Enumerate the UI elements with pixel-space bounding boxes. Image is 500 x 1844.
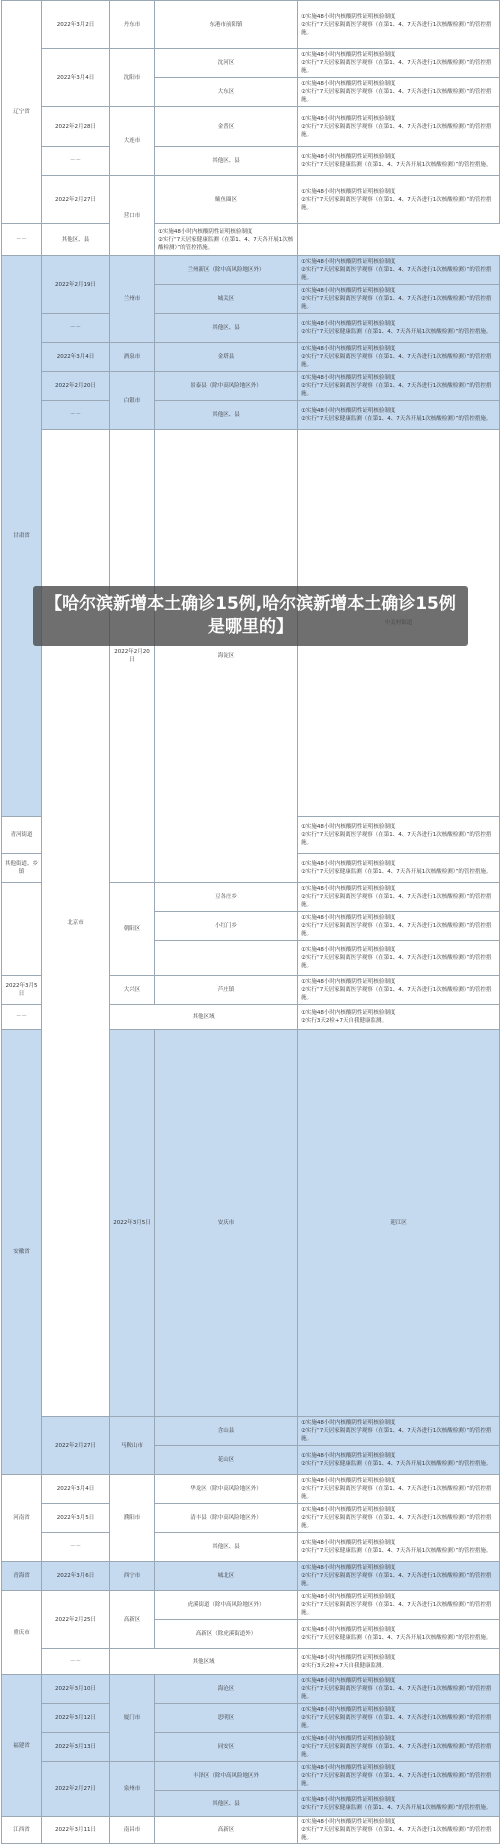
city-cell: 厦门市 (110, 1675, 155, 1762)
measure-line-2: ②实行“7天居家隔离医学观察（在第1、4、7天各进行1次核酸检测）”的管控措施。 (301, 987, 492, 1001)
measure-line-2: ②实行“7天居家隔离医学观察（在第1、4、7天各进行1次核酸检测）”的管控措施。 (301, 267, 492, 281)
measure-line-1: ①实施48小时内核酸阴性证明核验制度 (301, 1478, 396, 1484)
measure-cell (298, 912, 500, 941)
measure-cell (298, 256, 500, 285)
measure-line-2: ②实行“7天居家健康监测（在第1、4、7天各开展1次核酸检测）”的管控措施。 (301, 416, 492, 422)
measure-line-2: ②实行“7天居家健康监测（在第1、4、7天各开展1次核酸检测）”的管控措施。 (301, 329, 492, 335)
city-cell: 兰州市 (110, 256, 155, 343)
headline-text: 【哈尔滨新增本土确诊15例,哈尔滨新增本土确诊15例是哪里的】 (45, 594, 456, 637)
date-cell: 2022年3月13日 (42, 1733, 110, 1762)
table-row (2, 1504, 500, 1533)
area-cell: 大东区 (155, 78, 298, 107)
area-cell: 城北区 (155, 1562, 298, 1591)
measure-line-1: ①实施48小时内核酸阴性证明核验制度 (301, 1736, 396, 1742)
area-cell: 花山区 (155, 1446, 298, 1475)
province-cell: 安徽省 (2, 1030, 42, 1475)
city-cell: 高新区 (110, 1591, 155, 1649)
measure-line-1: ①实施48小时内核酸阴性证明核验制度 (301, 1765, 396, 1771)
measure-line-1: ①实施48小时内核酸阴性证明核验制度 (301, 886, 396, 892)
measure-line-1: ①实施48小时内核酸阴性证明核验制度 (301, 375, 396, 381)
measure-line-2: ②实行“7天居家隔离医学观察（在第1、4、7天各进行1次核酸检测）”的管控措施。 (301, 1515, 492, 1529)
measure-cell (298, 176, 500, 224)
measure-line-2: ②实行“7天居家健康监测（在第1、4、7天各开展1次核酸检测）”的管控措施。 (301, 1635, 492, 1641)
city-cell: 马鞍山市 (110, 1417, 155, 1475)
table-row (2, 107, 500, 147)
area-cell: 景泰县（除中高风险地区外） (155, 372, 298, 401)
measure-cell (298, 1562, 500, 1591)
date-cell: 2022年3月10日 (42, 1675, 110, 1704)
date-cell: －－ (42, 1649, 110, 1675)
measure-line-2: ②实行“7天居家隔离医学观察（在第1、4、7天各进行1次核酸检测）”的管控措施。 (301, 1715, 492, 1729)
province-cell: 北京市 (42, 430, 110, 1417)
measure-cell (298, 1704, 500, 1733)
area-cell: 其他区、县 (155, 147, 298, 176)
province-cell: 重庆市 (2, 1591, 42, 1675)
measure-line-1: ①实施48小时内核酸阴性证明核验制度 (301, 1420, 396, 1426)
table-row (2, 1704, 500, 1733)
measure-cell (298, 1791, 500, 1817)
date-cell: 2022年2月20日 (110, 430, 155, 883)
province-cell: 江西省 (2, 1817, 42, 1844)
city-cell: 沈阳市 (110, 49, 155, 107)
area-cell: 迎江区 (298, 1030, 500, 1417)
area-cell: 丰泽区（除中高风险地区外 (155, 1762, 298, 1791)
measure-cell (298, 976, 500, 1005)
measure-cell (298, 1762, 500, 1791)
measure-line-2: ②实行“7天居家隔离医学观察（在第1、4、7天各进行1次核酸检测）”的管控措施。 (301, 196, 492, 211)
measure-line-2: ②实行3天2检+7天自我健康监测。 (301, 1662, 388, 1669)
measure-line-1: ①实施48小时内核酸阴性证明核验制度 (301, 947, 396, 953)
city-cell: 营口市 (110, 176, 155, 256)
measure-cell (298, 1591, 500, 1620)
measure-line-1: ①实施48小时内核酸阴性证明核验制度 (301, 1594, 396, 1600)
measure-line-2: ②实行“7天居家隔离医学观察（在第1、4、7天各进行1次核酸检测）”的管控措施。 (301, 1744, 492, 1758)
date-cell: －－ (42, 147, 110, 176)
measure-cell (298, 941, 500, 976)
date-cell: －－ (2, 224, 42, 256)
table-row (2, 49, 500, 78)
date-cell: 2022年3月4日 (42, 343, 110, 372)
date-cell: －－ (42, 314, 110, 343)
city-cell: 大兴区 (110, 976, 155, 1005)
area-cell (155, 941, 298, 976)
measure-cell (298, 49, 500, 78)
table-row (2, 1649, 500, 1675)
measure-cell (298, 1620, 500, 1649)
measure-line-2: ②实行“7天居家隔离医学观察（在第1、4、7天各进行1次核酸检测）”的管控措施。 (301, 354, 492, 368)
area-cell: 高新区（除虎溪街道外） (155, 1620, 298, 1649)
area-cell: 其他区、县 (155, 401, 298, 430)
measure-line-1: ①实施48小时内核酸阴性证明核验制度 (301, 915, 396, 921)
measure-line-2: ②实行“7天居家隔离医学观察（在第1、4、7天各进行1次核酸检测）”的管控措施。 (301, 1573, 492, 1587)
measure-line-1: ①实施48小时内核酸阴性证明核验制度 (301, 1453, 396, 1459)
measure-cell (298, 1675, 500, 1704)
area-cell: 虎溪街道（除中高风险地区外） (155, 1591, 298, 1620)
measure-cell (298, 1649, 500, 1675)
measure-line-1: ①实施48小时内核酸阴性证明核验制度 (301, 259, 396, 265)
measure-line-2: ②实行“7天居家隔离医学观察（在第1、4、7天各进行1次核酸检测）”的管控措施。 (301, 1602, 492, 1616)
area-cell: 同安区 (155, 1733, 298, 1762)
measure-line-2: ②实行“7天居家隔离医学观察（在第1、4、7天各进行1次核酸检测）”的管控措施。 (301, 383, 492, 397)
measure-cell (298, 1504, 500, 1533)
table-row (2, 1417, 500, 1446)
table-row (2, 1591, 500, 1620)
city-cell: 酒泉市 (110, 343, 155, 372)
measure-line-1: ①实施48小时内核酸阴性证明核验制度 (301, 52, 396, 58)
area-cell: 金普区 (155, 107, 298, 147)
measure-line-2: ②实行“7天居家隔离医学观察（在第1、4、7天各进行1次核酸检测）”的管控措施。 (301, 21, 492, 36)
area-cell: 其他区域 (110, 1649, 298, 1675)
measure-cell (298, 343, 500, 372)
measure-line-1: ①实施48小时内核酸阴性证明核验制度 (301, 115, 396, 122)
measure-cell (298, 1533, 500, 1562)
date-cell: 2022年2月20日 (42, 372, 110, 401)
measure-cell (298, 107, 500, 147)
measure-line-1: ①实施48小时内核酸阴性证明核验制度 (301, 1796, 396, 1803)
measure-line-1: ①实施48小时内核酸阴性证明核验制度 (301, 13, 396, 20)
area-cell: 兰州新区（除中高风险地区外） (155, 256, 298, 285)
measure-line-2: ②实行“7天居家健康监测（在第1、4、7天各开展1次核酸检测）”的管控措施。 (301, 162, 492, 168)
province-cell: 福建省 (2, 1675, 42, 1817)
table-row (2, 176, 500, 224)
measure-line-2: ②实行“7天居家隔离医学观察（在第1、4、7天各进行1次核酸检测）”的管控措施。 (301, 60, 492, 74)
table-row (2, 1762, 500, 1791)
measure-line-1: ①实施48小时内核酸阴性证明核验制度 (301, 1627, 396, 1633)
table-row (2, 256, 500, 285)
province-cell: 青海省 (2, 1562, 42, 1591)
area-cell: 华龙区（除中高风险地区外） (155, 1475, 298, 1504)
area-cell: 其他区、县 (42, 224, 110, 256)
province-cell: 河南省 (2, 1475, 42, 1562)
area-cell: 其他区、县 (155, 314, 298, 343)
area-cell: 海沧区 (155, 1675, 298, 1704)
policy-table-body (2, 1, 500, 1844)
table-row (2, 1, 500, 49)
area-cell: 金塔县 (155, 343, 298, 372)
measure-cell (298, 372, 500, 401)
date-cell: 2022年3月5日 (2, 976, 42, 1005)
measure-line-1: ①实施48小时内核酸阴性证明核验制度 (301, 861, 396, 867)
date-cell: 2022年3月4日 (42, 1475, 110, 1504)
measure-line-2: ②实行“7天居家隔离医学观察（在第1、4、7天各进行1次核酸检测）”的管控措施。 (301, 296, 492, 310)
area-cell: 其他区、县 (155, 1533, 298, 1562)
area-cell: 城关区 (155, 285, 298, 314)
table-row (2, 147, 500, 176)
area-cell: 鲅鱼圈区 (155, 176, 298, 224)
measure-line-1: ①实施48小时内核酸阴性证明核验制度 (301, 1819, 396, 1825)
date-cell: 2022年2月25日 (42, 1591, 110, 1649)
measure-line-1: ①实施48小时内核酸阴性证明核验制度 (301, 1707, 396, 1713)
area-cell: 芦庄镇 (155, 976, 298, 1005)
measure-cell (298, 817, 500, 854)
measure-line-2: ②实行“7天居家隔离医学观察（在第1、4、7天各进行1次核酸检测）”的管控措施。 (301, 89, 492, 103)
measure-cell (155, 224, 298, 256)
measure-cell (298, 1005, 500, 1030)
measure-line-2: ②实行“7天居家健康监测（在第1、4、7天各开展1次核酸检测）”的管控措施。 (301, 869, 492, 875)
area-cell: 青河街道 (2, 817, 42, 854)
table-row (2, 1733, 500, 1762)
measure-line-1: ①实施48小时内核酸阴性证明核验制度 (158, 228, 253, 235)
area-cell: 沈河区 (155, 49, 298, 78)
measure-line-2: ②实行“7天居家隔离医学观察（在第1、4、7天各进行1次核酸检测）”的管控措施。 (301, 1686, 492, 1700)
measure-line-1: ①实施48小时内核酸阴性证明核验制度 (301, 154, 396, 160)
city-cell: 泉州市 (110, 1762, 155, 1817)
city-cell: 大连市 (110, 107, 155, 176)
measure-line-2: ②实行“7天居家隔离医学观察（在第1、4、7天各进行1次核酸检测）”的管控措施。 (301, 923, 492, 937)
date-cell: 2022年3月2日 (42, 1, 110, 49)
measure-line-2: ②实行“7天居家隔离医学观察（在第1、4、7天各进行1次核酸检测）”的管控措施。 (301, 1486, 492, 1500)
measure-line-1: ①实施48小时内核酸阴性证明核验制度 (301, 1540, 396, 1546)
table-row (2, 1675, 500, 1704)
province-cell: 甘肃省 (2, 256, 42, 817)
date-cell: 2022年3月12日 (42, 1704, 110, 1733)
measure-line-1: ①实施48小时内核酸阴性证明核验制度 (301, 1507, 396, 1513)
province-cell: 辽宁省 (2, 1, 42, 224)
area-cell: 清丰县（除中高风险地区外） (155, 1504, 298, 1533)
measure-cell (298, 1475, 500, 1504)
measure-line-2: ②实行“7天居家隔离医学观察（在第1、4、7天各进行1次核酸检测）”的管控措施。 (301, 1428, 492, 1442)
measure-line-2: ②实行“7天居家隔离医学观察（在第1、4、7天各进行1次核酸检测）”的管控措施。 (301, 894, 492, 908)
table-row (2, 314, 500, 343)
area-cell: 东港市前阳镇 (155, 1, 298, 49)
date-cell: 2022年3月11日 (42, 1817, 110, 1844)
measure-line-2: ②实行3天2检+7天自我健康监测。 (301, 1018, 388, 1024)
measure-line-1: ①实施48小时内核酸阴性证明核验制度 (301, 1678, 396, 1684)
date-cell: 2022年2月28日 (42, 107, 110, 147)
date-cell: 2022年3月6日 (42, 1562, 110, 1591)
table-row (2, 1533, 500, 1562)
city-cell: 海淀区 (155, 430, 298, 883)
measure-cell (298, 1, 500, 49)
measure-line-2: ②实行“7天居家隔离医学观察（在第1、4、7天各进行1次核酸检测）”的管控措施。 (301, 123, 492, 138)
measure-line-1: ①实施48小时内核酸阴性证明核验制度 (301, 321, 396, 327)
measure-cell (298, 1817, 500, 1844)
measure-cell (298, 1446, 500, 1475)
measure-line-2: ②实行“7天居家隔离医学观察（在第1、4、7天各进行1次核酸检测）”的管控措施。 (301, 1773, 492, 1787)
city-cell: 朝阳区 (110, 883, 155, 976)
date-cell (2, 883, 42, 976)
policy-table (1, 0, 500, 1844)
city-cell: 安庆市 (155, 1030, 298, 1417)
table-row (2, 343, 500, 372)
measure-line-2: ②实行“7天居家健康监测（在第1、4、7天各开展1次核酸检测）”的管控措施。 (158, 236, 294, 251)
measure-line-1: ①实施48小时内核酸阴性证明核验制度 (301, 824, 396, 830)
date-cell: 2022年2月27日 (42, 1762, 110, 1817)
measure-line-1: ①实施48小时内核酸阴性证明核验制度 (301, 188, 396, 195)
measure-line-1: ①实施48小时内核酸阴性证明核验制度 (301, 1565, 396, 1571)
date-cell: －－ (42, 401, 110, 430)
area-cell: 豆各庄乡 (155, 883, 298, 912)
city-cell: 西宁市 (110, 1562, 155, 1591)
measure-cell (298, 401, 500, 430)
measure-cell (298, 883, 500, 912)
measure-cell (298, 147, 500, 176)
table-row (2, 224, 500, 256)
table-row (2, 1562, 500, 1591)
measure-line-2: ②实行“7天居家隔离医学观察（在第1、4、7天各进行1次核酸检测）”的管控措施。 (301, 832, 492, 846)
date-cell: 2022年2月27日 (42, 1417, 110, 1475)
measure-line-1: ①实施48小时内核酸阴性证明核验制度 (301, 408, 396, 414)
measure-line-1: ①实施48小时内核酸阴性证明核验制度 (301, 288, 396, 294)
measure-cell (298, 78, 500, 107)
area-cell: 其他区域 (110, 1005, 298, 1030)
date-cell: 2022年2月27日 (42, 176, 110, 224)
headline-banner (33, 586, 468, 646)
measure-line-1: ①实施48小时内核酸阴性证明核验制度 (301, 346, 396, 352)
area-cell: 小红门乡 (155, 912, 298, 941)
table-row (2, 1475, 500, 1504)
city-cell: 南昌市 (110, 1817, 155, 1844)
area-cell: 其他街道、乡镇 (2, 854, 42, 883)
area-cell: 思明区 (155, 1704, 298, 1733)
table-row (2, 372, 500, 401)
measure-line-2: ②实行“7天居家隔离医学观察（在第1、4、7天各进行1次核酸检测）”的管控措施。 (301, 1827, 492, 1841)
measure-cell (298, 285, 500, 314)
date-cell: 2022年3月4日 (42, 49, 110, 107)
area-cell: 含山县 (155, 1417, 298, 1446)
measure-cell (298, 854, 500, 883)
area-cell: 高新区 (155, 1817, 298, 1844)
area-cell: 其他区、县 (155, 1791, 298, 1817)
date-cell: 2022年3月5日 (42, 1504, 110, 1533)
measure-cell (298, 1417, 500, 1446)
date-cell: 2022年3月5日 (110, 1030, 155, 1417)
measure-line-2: ②实行“7天居家健康监测（在第1、4、7天各开展1次核酸检测）”的管控措施。 (301, 1548, 492, 1554)
city-cell: 濮阳市 (110, 1475, 155, 1562)
measure-line-1: ①实施48小时内核酸阴性证明核验制度 (301, 979, 396, 985)
measure-cell (298, 1733, 500, 1762)
measure-line-2: ②实行“7天居家健康监测（在第1、4、7天各开展1次核酸检测）”的管控措施。 (301, 1461, 492, 1467)
city-cell: 丹东市 (110, 1, 155, 49)
measure-line-2: ②实行“7天居家隔离医学观察（在第1、4、7天各进行1次核酸检测）”的管控措施。 (301, 955, 492, 969)
table-row (2, 1817, 500, 1844)
measure-cell (298, 314, 500, 343)
date-cell: －－ (42, 1533, 110, 1562)
date-cell: 2022年2月19日 (42, 256, 110, 314)
date-cell: －－ (2, 1005, 42, 1030)
measure-line-1: ①实施48小时内核酸阴性证明核验制度 (301, 1654, 396, 1661)
measure-line-2: ②实行“7天居家健康监测（在第1、4、7天各开展1次核酸检测）”的管控措施。 (301, 1804, 492, 1811)
table-row (2, 401, 500, 430)
measure-line-1: ①实施48小时内核酸阴性证明核验制度 (301, 1010, 396, 1016)
measure-line-1: ①实施48小时内核酸阴性证明核验制度 (301, 81, 396, 87)
city-cell: 白银市 (110, 372, 155, 430)
